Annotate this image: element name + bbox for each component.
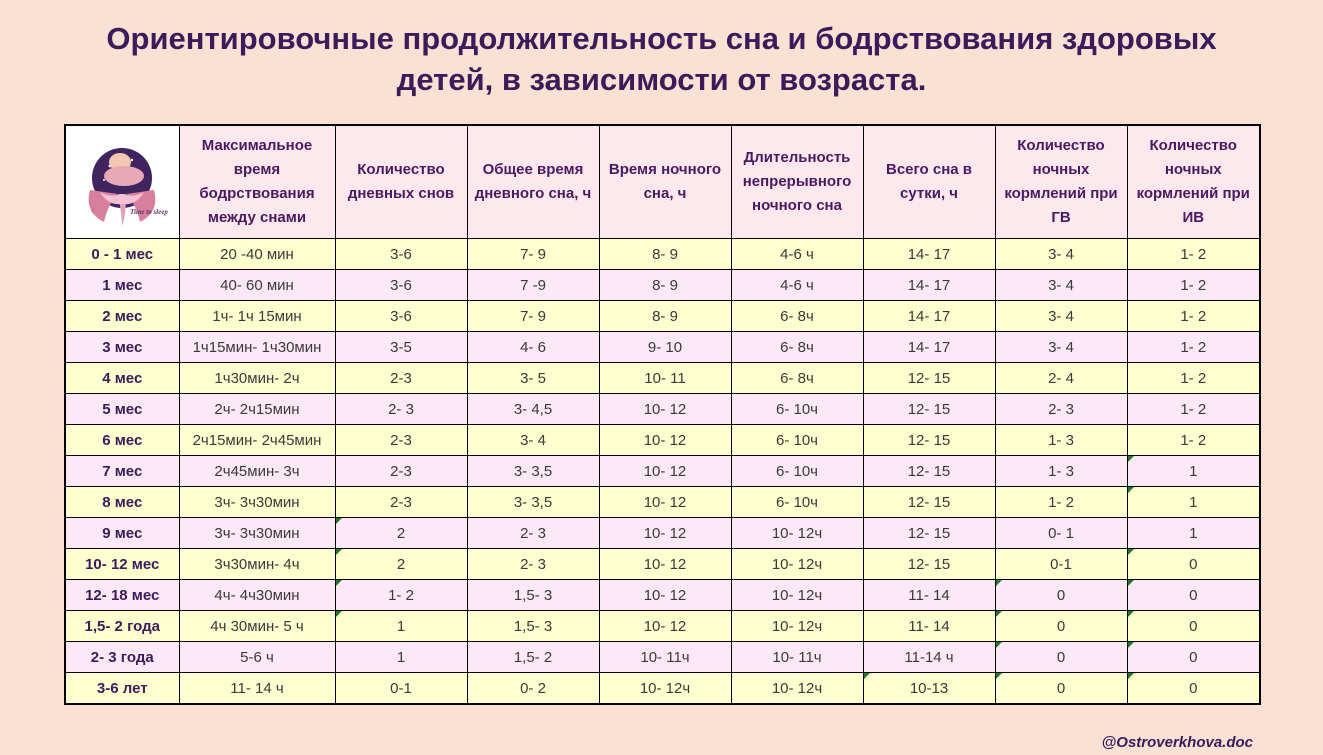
table-cell: 0 bbox=[995, 611, 1127, 642]
table-cell: 4-6 ч bbox=[731, 270, 863, 301]
age-cell: 7 мес bbox=[65, 456, 179, 487]
logo-cell bbox=[65, 125, 179, 239]
table-row bbox=[65, 611, 1260, 642]
age-cell: 12- 18 мес bbox=[65, 580, 179, 611]
table-row bbox=[65, 518, 1260, 549]
column-header: Количество ночных кормлений при ИВ bbox=[1127, 125, 1260, 239]
table-cell: 1 bbox=[335, 642, 467, 673]
table-row bbox=[65, 487, 1260, 518]
sleep-schedule-table bbox=[64, 124, 1261, 705]
age-cell: 6 мес bbox=[65, 425, 179, 456]
table-cell: 2-3 bbox=[335, 363, 467, 394]
age-cell: 2 мес bbox=[65, 301, 179, 332]
table-cell: 3-6 bbox=[335, 270, 467, 301]
table-cell: 10- 12ч bbox=[731, 611, 863, 642]
table-cell: 1- 2 bbox=[1127, 394, 1260, 425]
table-cell: 0-1 bbox=[995, 549, 1127, 580]
table-cell: 3-5 bbox=[335, 332, 467, 363]
table-cell: 1- 3 bbox=[995, 425, 1127, 456]
table-cell: 6- 8ч bbox=[731, 363, 863, 394]
age-cell: 1,5- 2 года bbox=[65, 611, 179, 642]
table-cell: 0 bbox=[995, 580, 1127, 611]
table-cell: 8- 9 bbox=[599, 270, 731, 301]
table-cell: 7- 9 bbox=[467, 301, 599, 332]
column-header: Время ночного сна, ч bbox=[599, 125, 731, 239]
column-header: Длительность непрерывного ночного сна bbox=[731, 125, 863, 239]
table-cell: 3- 4,5 bbox=[467, 394, 599, 425]
table-cell: 1,5- 2 bbox=[467, 642, 599, 673]
table-cell: 0 bbox=[995, 673, 1127, 705]
table-cell: 3- 4 bbox=[995, 270, 1127, 301]
table-cell: 0 bbox=[995, 642, 1127, 673]
table-cell: 3- 5 bbox=[467, 363, 599, 394]
table-cell: 8- 9 bbox=[599, 301, 731, 332]
table-cell: 7- 9 bbox=[467, 239, 599, 270]
table-cell: 3- 3,5 bbox=[467, 456, 599, 487]
age-cell: 4 мес bbox=[65, 363, 179, 394]
table-cell: 14- 17 bbox=[863, 270, 995, 301]
table-cell: 3-6 bbox=[335, 239, 467, 270]
table-cell: 1- 2 bbox=[1127, 425, 1260, 456]
table-row bbox=[65, 642, 1260, 673]
age-cell: 1 мес bbox=[65, 270, 179, 301]
table-cell: 10- 12ч bbox=[731, 518, 863, 549]
table-cell: 4-6 ч bbox=[731, 239, 863, 270]
table-cell: 4ч- 4ч30мин bbox=[179, 580, 335, 611]
table-body bbox=[65, 239, 1260, 705]
table-cell: 2ч45мин- 3ч bbox=[179, 456, 335, 487]
table-cell: 2ч- 2ч15мин bbox=[179, 394, 335, 425]
table-cell: 0 bbox=[1127, 549, 1260, 580]
table-cell: 1,5- 3 bbox=[467, 611, 599, 642]
age-cell: 0 - 1 мес bbox=[65, 239, 179, 270]
watermark: @Ostroverkhova.doc bbox=[1101, 734, 1253, 751]
table-cell: 12- 15 bbox=[863, 518, 995, 549]
logo-icon bbox=[74, 132, 170, 232]
table-cell: 3- 3,5 bbox=[467, 487, 599, 518]
table-cell: 2-3 bbox=[335, 456, 467, 487]
table-cell: 2 bbox=[335, 549, 467, 580]
table-cell: 0 bbox=[1127, 580, 1260, 611]
table-cell: 20 -40 мин bbox=[179, 239, 335, 270]
table-cell: 0 bbox=[1127, 642, 1260, 673]
table-cell: 6- 10ч bbox=[731, 425, 863, 456]
table-cell: 2- 3 bbox=[335, 394, 467, 425]
column-header: Количество ночных кормлений при ГВ bbox=[995, 125, 1127, 239]
table-cell: 10- 12 bbox=[599, 456, 731, 487]
table-cell: 6- 10ч bbox=[731, 394, 863, 425]
svg-text:Time to sleep: Time to sleep bbox=[130, 208, 169, 216]
table-cell: 1- 2 bbox=[1127, 270, 1260, 301]
table-row bbox=[65, 673, 1260, 705]
table-cell: 3- 4 bbox=[995, 239, 1127, 270]
table-cell: 7 -9 bbox=[467, 270, 599, 301]
age-cell: 3-6 лет bbox=[65, 673, 179, 705]
table-cell: 3ч- 3ч30мин bbox=[179, 518, 335, 549]
table-cell: 2ч15мин- 2ч45мин bbox=[179, 425, 335, 456]
table-cell: 6- 10ч bbox=[731, 487, 863, 518]
table-cell: 6- 8ч bbox=[731, 332, 863, 363]
column-header: Количество дневных снов bbox=[335, 125, 467, 239]
table-cell: 0- 1 bbox=[995, 518, 1127, 549]
table-cell: 2- 4 bbox=[995, 363, 1127, 394]
table-cell: 10- 11ч bbox=[599, 642, 731, 673]
table-cell: 1- 2 bbox=[1127, 363, 1260, 394]
table-cell: 14- 17 bbox=[863, 239, 995, 270]
page-title: Ориентировочные продолжительность сна и бодрствования здоровых детей, в зависимости от возраста. bbox=[106, 21, 1217, 97]
table-row bbox=[65, 239, 1260, 270]
table-cell: 11-14 ч bbox=[863, 642, 995, 673]
table-cell: 1 bbox=[1127, 456, 1260, 487]
table-cell: 12- 15 bbox=[863, 456, 995, 487]
table-cell: 14- 17 bbox=[863, 332, 995, 363]
table-cell: 11- 14 bbox=[863, 611, 995, 642]
table-cell: 2- 3 bbox=[467, 518, 599, 549]
table-cell: 10- 12 bbox=[599, 611, 731, 642]
table-cell: 3ч- 3ч30мин bbox=[179, 487, 335, 518]
table-cell: 10- 11 bbox=[599, 363, 731, 394]
table-cell: 1- 2 bbox=[995, 487, 1127, 518]
table-row bbox=[65, 580, 1260, 611]
table-cell: 5-6 ч bbox=[179, 642, 335, 673]
table-cell: 40- 60 мин bbox=[179, 270, 335, 301]
table-cell: 8- 9 bbox=[599, 239, 731, 270]
table-cell: 12- 15 bbox=[863, 394, 995, 425]
age-cell: 8 мес bbox=[65, 487, 179, 518]
table-cell: 3- 4 bbox=[467, 425, 599, 456]
table-cell: 1ч30мин- 2ч bbox=[179, 363, 335, 394]
table-cell: 3- 4 bbox=[995, 332, 1127, 363]
table-cell: 10- 11ч bbox=[731, 642, 863, 673]
table-row bbox=[65, 363, 1260, 394]
table-cell: 4ч 30мин- 5 ч bbox=[179, 611, 335, 642]
table-cell: 12- 15 bbox=[863, 487, 995, 518]
table-cell: 2-3 bbox=[335, 425, 467, 456]
table-cell: 10- 12 bbox=[599, 487, 731, 518]
table-cell: 1- 3 bbox=[995, 456, 1127, 487]
table-cell: 10- 12 bbox=[599, 549, 731, 580]
table-cell: 2- 3 bbox=[467, 549, 599, 580]
table-cell: 6- 8ч bbox=[731, 301, 863, 332]
table-cell: 0- 2 bbox=[467, 673, 599, 705]
table-cell: 10- 12ч bbox=[731, 673, 863, 705]
table-cell: 1 bbox=[1127, 518, 1260, 549]
table-cell: 10- 12 bbox=[599, 518, 731, 549]
table-cell: 0 bbox=[1127, 611, 1260, 642]
table-cell: 10- 12ч bbox=[731, 580, 863, 611]
table-cell: 11- 14 bbox=[863, 580, 995, 611]
table-row bbox=[65, 425, 1260, 456]
table-cell: 3ч30мин- 4ч bbox=[179, 549, 335, 580]
table-cell: 2-3 bbox=[335, 487, 467, 518]
table-cell: 12- 15 bbox=[863, 549, 995, 580]
column-header: Общее время дневного сна, ч bbox=[467, 125, 599, 239]
age-cell: 10- 12 мес bbox=[65, 549, 179, 580]
table-cell: 9- 10 bbox=[599, 332, 731, 363]
table-cell: 10- 12 bbox=[599, 394, 731, 425]
age-cell: 2- 3 года bbox=[65, 642, 179, 673]
table-cell: 1,5- 3 bbox=[467, 580, 599, 611]
table-cell: 3-6 bbox=[335, 301, 467, 332]
age-cell: 5 мес bbox=[65, 394, 179, 425]
table-cell: 1- 2 bbox=[1127, 239, 1260, 270]
age-cell: 9 мес bbox=[65, 518, 179, 549]
table-cell: 6- 10ч bbox=[731, 456, 863, 487]
table-cell: 1ч15мин- 1ч30мин bbox=[179, 332, 335, 363]
table-row bbox=[65, 394, 1260, 425]
table-cell: 1 bbox=[1127, 487, 1260, 518]
table-header-row bbox=[65, 125, 1260, 239]
table-cell: 10- 12 bbox=[599, 580, 731, 611]
table-cell: 1- 2 bbox=[1127, 301, 1260, 332]
column-header: Максимальное время бодрствования между снами bbox=[179, 125, 335, 239]
table-row bbox=[65, 549, 1260, 580]
column-header: Всего сна в сутки, ч bbox=[863, 125, 995, 239]
table-cell: 0-1 bbox=[335, 673, 467, 705]
table-cell: 12- 15 bbox=[863, 425, 995, 456]
table-cell: 14- 17 bbox=[863, 301, 995, 332]
table-cell: 2- 3 bbox=[995, 394, 1127, 425]
table-cell: 1- 2 bbox=[1127, 332, 1260, 363]
table-cell: 2 bbox=[335, 518, 467, 549]
table-cell: 1- 2 bbox=[335, 580, 467, 611]
table-row bbox=[65, 270, 1260, 301]
table-cell: 11- 14 ч bbox=[179, 673, 335, 705]
table-cell: 10- 12ч bbox=[599, 673, 731, 705]
table-cell: 1 bbox=[335, 611, 467, 642]
table-cell: 10- 12 bbox=[599, 425, 731, 456]
table-row bbox=[65, 332, 1260, 363]
table-cell: 10-13 bbox=[863, 673, 995, 705]
table-row bbox=[65, 301, 1260, 332]
table-cell: 10- 12ч bbox=[731, 549, 863, 580]
table-cell: 4- 6 bbox=[467, 332, 599, 363]
table-cell: 0 bbox=[1127, 673, 1260, 705]
table-cell: 1ч- 1ч 15мин bbox=[179, 301, 335, 332]
table-cell: 3- 4 bbox=[995, 301, 1127, 332]
age-cell: 3 мес bbox=[65, 332, 179, 363]
table-cell: 12- 15 bbox=[863, 363, 995, 394]
table-row bbox=[65, 456, 1260, 487]
